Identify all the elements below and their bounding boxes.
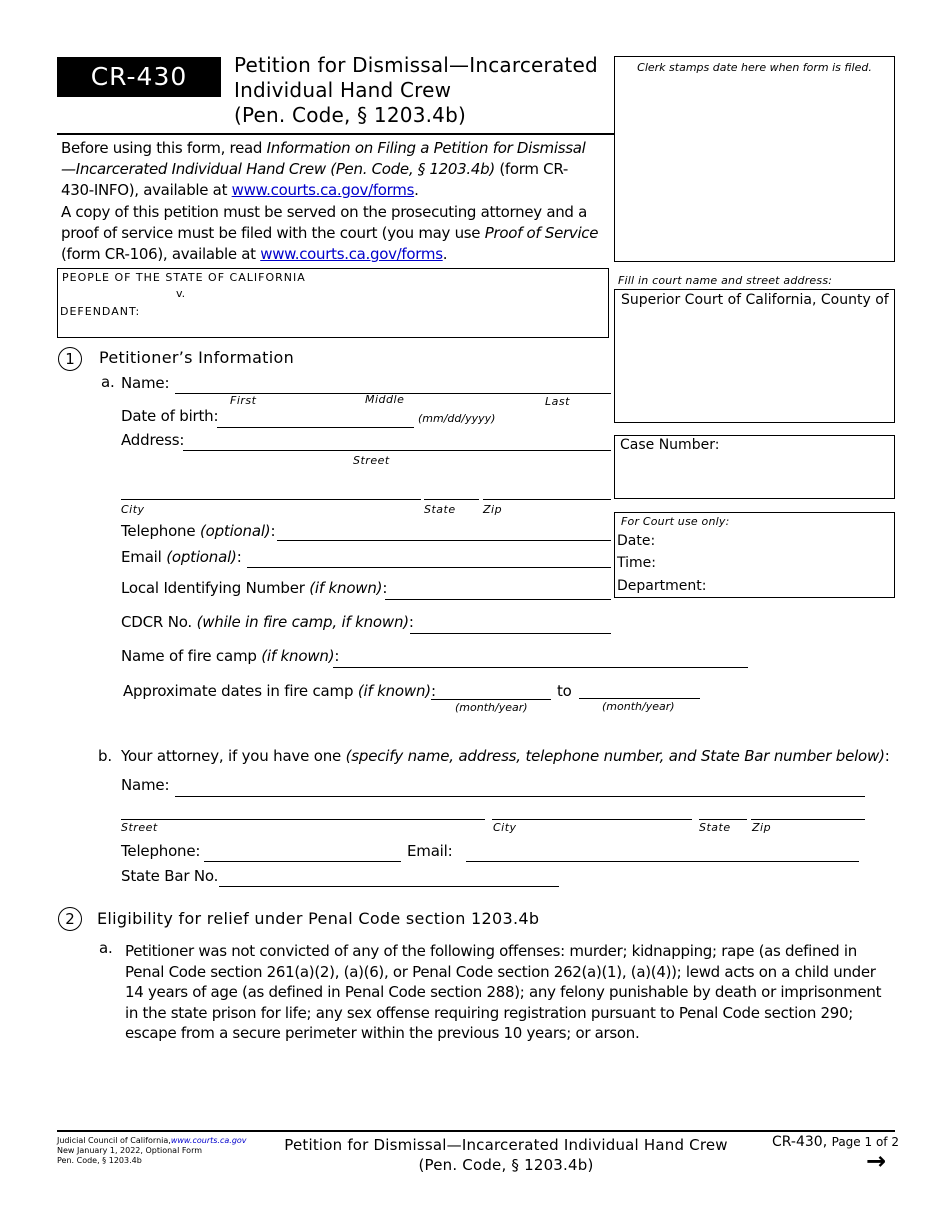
attorney-city-input[interactable] <box>492 819 692 820</box>
section-1-title: Petitioner’s Information <box>99 348 295 367</box>
court-name-instruction: Fill in court name and street address: <box>618 274 833 287</box>
dob-input[interactable] <box>217 427 414 428</box>
dob-label: Date of birth: <box>121 407 219 425</box>
court-name-value: Superior Court of California, County of <box>621 292 889 308</box>
last-name-caption: Last <box>545 395 570 408</box>
email-input[interactable] <box>247 567 611 568</box>
case-caption-box <box>57 268 609 338</box>
telephone-input[interactable] <box>277 540 611 541</box>
city-caption: City <box>121 503 145 516</box>
section-2a-marker: a. <box>99 939 113 957</box>
people-label: PEOPLE OF THE STATE OF CALIFORNIA <box>62 271 306 284</box>
header-rule <box>57 133 614 135</box>
cdcr-label: CDCR No. (while in fire camp, if known): <box>121 613 414 631</box>
attorney-name-input[interactable] <box>175 796 865 797</box>
fire-camp-input[interactable] <box>333 667 748 668</box>
local-id-label: Local Identifying Number (if known): <box>121 579 388 597</box>
section-1-number: 1 <box>58 347 82 371</box>
state-input[interactable] <box>424 499 479 500</box>
footer-page-number: Page 1 of 2 <box>831 1135 899 1149</box>
section-1b-text: b. Your attorney, if you have one (specify name, address, telephone number, and State Bar number below): <box>98 747 890 765</box>
middle-name-caption: Middle <box>365 393 405 406</box>
attorney-city-caption: City <box>493 821 517 834</box>
end-month-year-caption: (month/year) <box>602 700 675 713</box>
section-2-title: Eligibility for relief under Penal Code section 1203.4b <box>97 909 540 928</box>
street-input[interactable] <box>183 450 611 451</box>
footer-title: Petition for Dismissal—Incarcerated Individual Hand Crew (Pen. Code, § 1203.4b) <box>284 1136 728 1174</box>
state-caption: State <box>424 503 456 516</box>
form-number: CR-430 <box>90 62 188 91</box>
footer-rule <box>57 1130 895 1132</box>
first-name-caption: First <box>230 394 257 407</box>
cdcr-input[interactable] <box>410 633 611 634</box>
attorney-street-input[interactable] <box>121 819 485 820</box>
defendant-label: DEFENDANT: <box>60 305 141 318</box>
clerk-stamp-box <box>614 56 895 262</box>
court-name-box[interactable] <box>614 289 895 423</box>
zip-caption: Zip <box>483 503 503 516</box>
name-label: Name: <box>121 374 170 392</box>
attorney-telephone-label: Telephone: <box>121 842 201 860</box>
start-month-year-caption: (month/year) <box>455 701 528 714</box>
email-label: Email (optional): <box>121 548 242 566</box>
telephone-label: Telephone (optional): <box>121 522 276 540</box>
footer-form-number: CR-430, <box>772 1134 828 1150</box>
next-page-arrow-icon[interactable]: → <box>866 1147 887 1175</box>
fire-camp-label: Name of fire camp (if known): <box>121 647 340 665</box>
attorney-state-caption: State <box>699 821 731 834</box>
city-input[interactable] <box>121 499 421 500</box>
section-2a-text: Petitioner was not convicted of any of the following offenses: murder; kidnapping; rape (as defined in Penal Code section 261(a)(2), (a)(6), or Penal Code section 262(a)(1), (a)(4)); lewd acts on a child under 14 years of age (as defined in Penal Code section 288); any felony punishable by death or imprisonment in the state prison for life; any sex offense requiring registration pursuant to Penal Code section 290; escape from a secure perimeter within the previous 10 years; or arson. <box>125 942 882 1042</box>
section-1a-marker: a. <box>101 373 115 391</box>
section-2-number: 2 <box>58 907 82 931</box>
fire-camp-end-input[interactable] <box>579 698 700 699</box>
case-number-box[interactable] <box>614 435 895 499</box>
court-use-department: Department: <box>617 578 707 594</box>
fire-camp-dates-label: Approximate dates in fire camp (if known): <box>123 682 436 700</box>
case-number-label: Case Number: <box>620 437 720 453</box>
versus-label: v. <box>176 287 186 300</box>
to-label: to <box>557 682 572 700</box>
form-title: Petition for Dismissal—Incarcerated Individual Hand Crew (Pen. Code, § 1203.4b) <box>234 53 598 127</box>
attorney-name-label: Name: <box>121 776 170 794</box>
address-label: Address: <box>121 431 185 449</box>
state-bar-input[interactable] <box>219 886 559 887</box>
attorney-telephone-input[interactable] <box>204 861 401 862</box>
attorney-email-label: Email: <box>407 842 453 860</box>
footer-left: Judicial Council of California,www.courts.ca.gov New January 1, 2022, Optional Form Pen. Code, § 1203.4b <box>57 1136 247 1165</box>
instructions-paragraph-2: A copy of this petition must be served on the prosecuting attorney and a proof of service must be filed with the court (you may use Proof of Service (form CR-106), available at www.courts.ca.gov/forms. <box>61 203 599 263</box>
dob-format-hint: (mm/dd/yyyy) <box>418 412 496 425</box>
court-use-box <box>614 512 895 598</box>
forms-link-2[interactable]: www.courts.ca.gov/forms <box>260 245 443 263</box>
street-caption: Street <box>353 454 390 467</box>
attorney-street-caption: Street <box>121 821 158 834</box>
footer-courts-link[interactable]: www.courts.ca.gov <box>170 1136 247 1145</box>
clerk-stamp-label: Clerk stamps date here when form is filed. <box>637 61 872 74</box>
attorney-zip-caption: Zip <box>752 821 772 834</box>
form-number-badge <box>57 57 221 97</box>
zip-input[interactable] <box>483 499 611 500</box>
state-bar-label: State Bar No. <box>121 867 219 885</box>
forms-link-1[interactable]: www.courts.ca.gov/forms <box>231 181 415 199</box>
court-use-time: Time: <box>617 555 656 571</box>
attorney-state-input[interactable] <box>699 819 747 820</box>
fire-camp-start-input[interactable] <box>431 699 551 700</box>
court-use-date: Date: <box>617 533 656 549</box>
instructions-paragraph-1: Before using this form, read Information on Filing a Petition for Dismissal—Incarcerated Individual Hand Crew (Pen. Code, § 1203.4b) (form CR-430-INFO), available at www.courts.ca.gov/forms. <box>61 139 586 199</box>
local-id-input[interactable] <box>385 599 611 600</box>
attorney-email-input[interactable] <box>466 861 859 862</box>
attorney-zip-input[interactable] <box>751 819 865 820</box>
court-use-label: For Court use only: <box>621 515 730 528</box>
